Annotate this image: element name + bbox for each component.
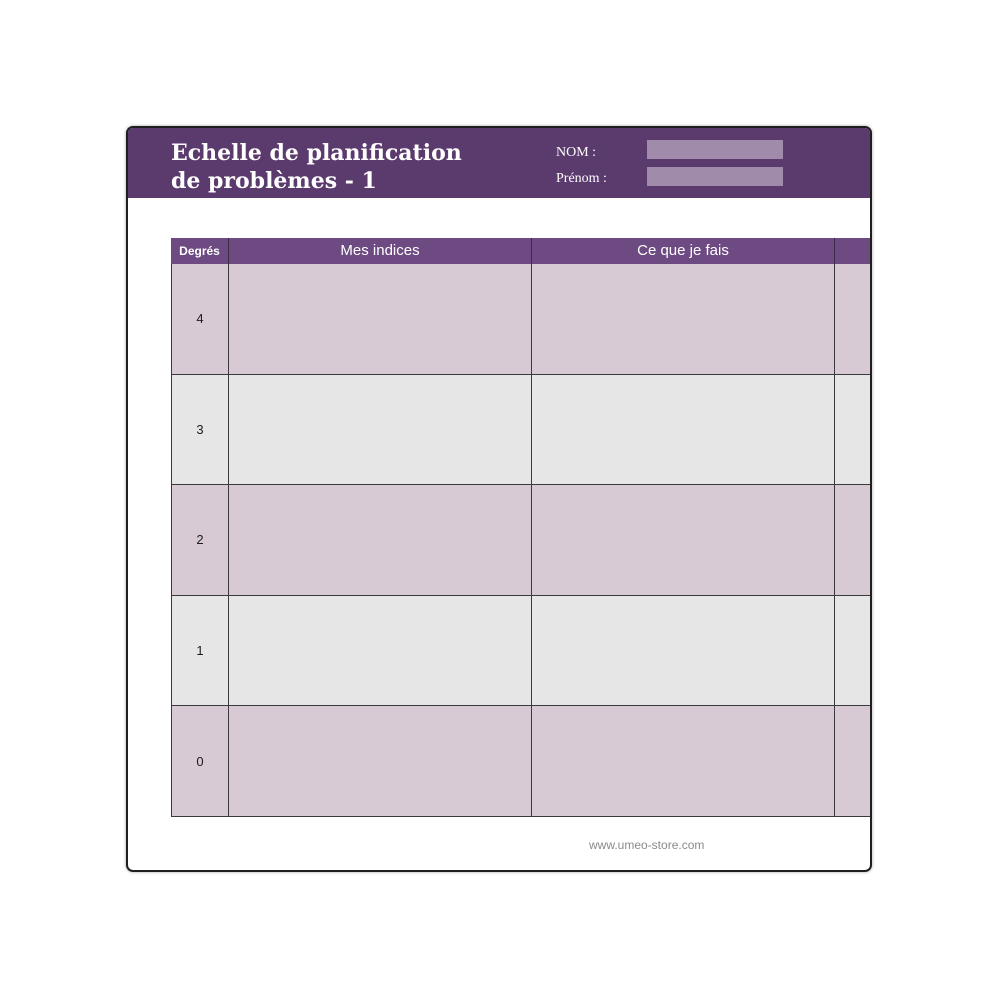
degree-cell: 3 [171, 375, 229, 486]
nom-field[interactable] [647, 140, 783, 159]
extra-cell[interactable] [835, 596, 872, 707]
prenom-field[interactable] [647, 167, 783, 186]
title-line-1: Echelle de planification [171, 140, 462, 166]
column-header-mes-indices: Mes indices [229, 238, 532, 264]
mes-indices-cell[interactable] [229, 375, 532, 486]
mes-indices-cell[interactable] [229, 485, 532, 596]
extra-cell[interactable] [835, 485, 872, 596]
header-banner [128, 128, 872, 198]
prenom-label: Prénom : [556, 171, 607, 186]
planning-table [171, 238, 872, 818]
page-title [171, 139, 531, 195]
nom-label: NOM : [556, 145, 597, 160]
extra-cell[interactable] [835, 706, 872, 817]
worksheet [126, 126, 872, 872]
extra-cell[interactable] [835, 264, 872, 375]
degree-cell: 1 [171, 596, 229, 707]
degree-cell: 4 [171, 264, 229, 375]
degree-cell: 2 [171, 485, 229, 596]
degree-cell: 0 [171, 706, 229, 817]
column-header-extra [835, 238, 872, 264]
ce-que-je-fais-cell[interactable] [532, 264, 835, 375]
extra-cell[interactable] [835, 375, 872, 486]
ce-que-je-fais-cell[interactable] [532, 375, 835, 486]
ce-que-je-fais-cell[interactable] [532, 706, 835, 817]
column-header-ce-que-je-fais: Ce que je fais [532, 238, 835, 264]
footer-url: www.umeo-store.com [589, 838, 705, 852]
title-line-2: de problèmes - 1 [171, 168, 377, 194]
mes-indices-cell[interactable] [229, 706, 532, 817]
ce-que-je-fais-cell[interactable] [532, 596, 835, 707]
column-header-degres: Degrés [171, 238, 229, 264]
mes-indices-cell[interactable] [229, 596, 532, 707]
ce-que-je-fais-cell[interactable] [532, 485, 835, 596]
mes-indices-cell[interactable] [229, 264, 532, 375]
